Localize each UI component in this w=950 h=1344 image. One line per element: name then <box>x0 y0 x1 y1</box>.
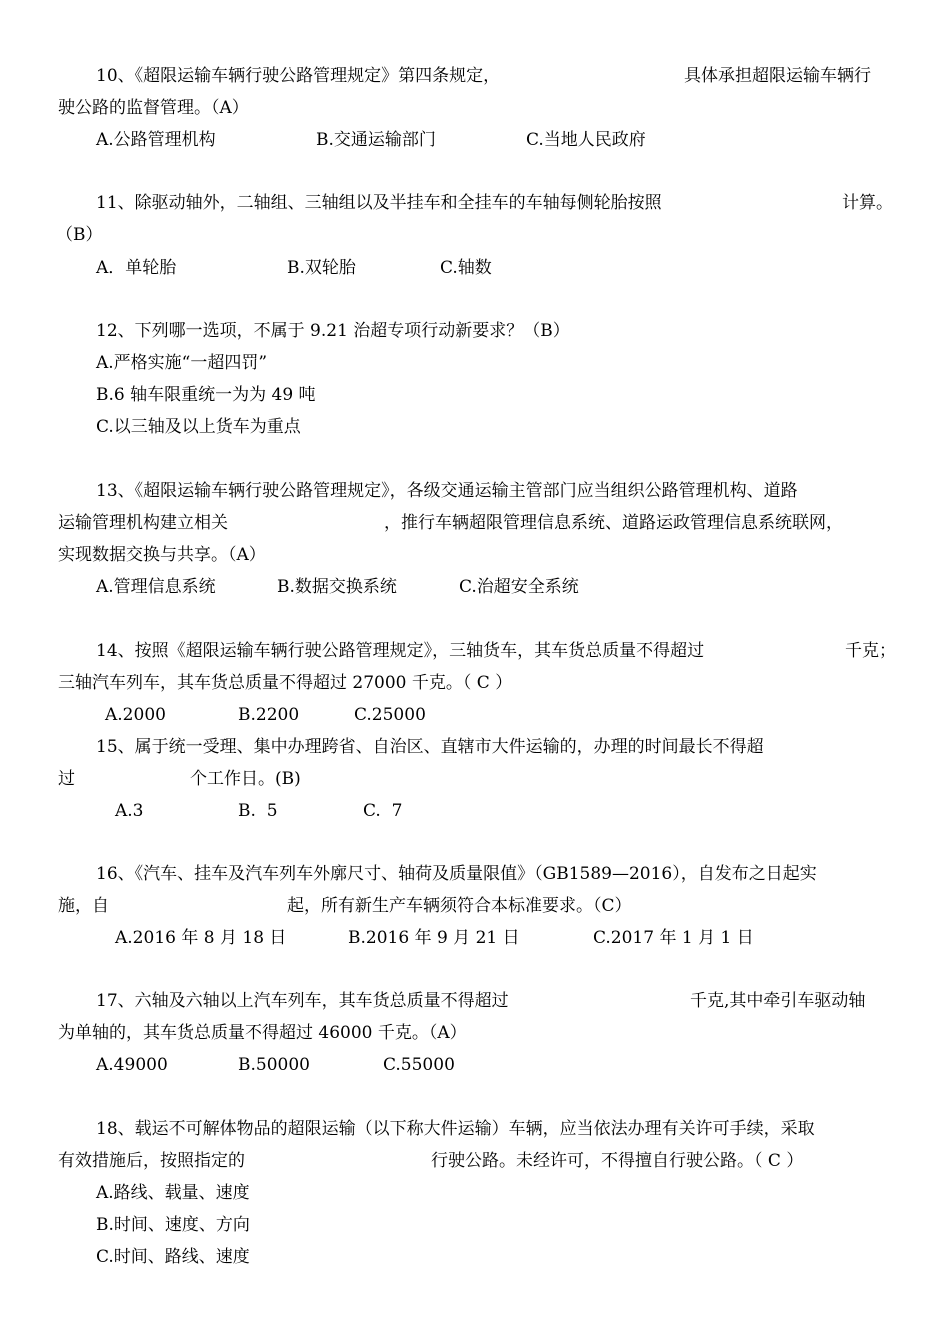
question-text: 个工作日。(B) <box>190 769 301 789</box>
option-a: A.2000 <box>105 705 166 725</box>
option-b: B.时间、速度、方向 <box>96 1215 250 1235</box>
option-b: B.交通运输部门 <box>316 130 436 150</box>
question-text: 10、《超限运输车辆行驶公路管理规定》第四条规定， <box>96 66 501 86</box>
option-c: C.55000 <box>383 1055 455 1075</box>
question-text: 千克,其中牵引车驱动轴 <box>690 991 866 1011</box>
question-text: 计算。 <box>842 193 893 213</box>
question-text: 驶公路的监督管理。（A） <box>58 98 249 118</box>
question-text: 具体承担超限运输车辆行 <box>684 66 871 86</box>
option-a: A.路线、载量、速度 <box>96 1183 250 1203</box>
option-c: C.以三轴及以上货车为重点 <box>96 417 301 437</box>
option-b: B.双轮胎 <box>287 258 356 278</box>
option-b: B.50000 <box>238 1055 310 1075</box>
question-text: 三轴汽车列车，其车货总质量不得超过 27000 千克。（ C ） <box>58 673 513 693</box>
question-text: 18、载运不可解体物品的超限运输（以下称大件运输）车辆，应当依法办理有关许可手续，采取 <box>96 1119 815 1139</box>
question-text: 15、属于统一受理、集中办理跨省、自治区、直辖市大件运输的，办理的时间最长不得超 <box>96 737 764 757</box>
option-a: A．单轮胎 <box>96 258 177 278</box>
question-text: 为单轴的，其车货总质量不得超过 46000 千克。（A） <box>58 1023 467 1043</box>
option-c: C. 7 <box>363 801 403 821</box>
option-c: C.2017 年 1 月 1 日 <box>593 928 754 948</box>
option-b: B.6 轴车限重统一为为 49 吨 <box>96 385 316 405</box>
question-text: 13、《超限运输车辆行驶公路管理规定》，各级交通运输主管部门应当组织公路管理机构、道路 <box>96 481 798 501</box>
option-a: A.严格实施“一超四罚” <box>96 353 268 373</box>
option-b: B.2016 年 9 月 21 日 <box>348 928 520 948</box>
option-b: B. 5 <box>238 801 278 821</box>
question-text: 运输管理机构建立相关 <box>58 513 228 533</box>
option-a: A.3 <box>115 801 144 821</box>
option-a: A.2016 年 8 月 18 日 <box>115 928 287 948</box>
option-c: C.25000 <box>354 705 426 725</box>
option-b: B.数据交换系统 <box>277 577 397 597</box>
question-text: 过 <box>58 769 75 789</box>
question-text: （B） <box>56 225 103 245</box>
option-b: B.2200 <box>238 705 300 725</box>
question-text: 11、除驱动轴外，二轴组、三轴组以及半挂车和全挂车的车轴每侧轮胎按照 <box>96 193 662 213</box>
question-text: 14、按照《超限运输车辆行驶公路管理规定》，三轴货车，其车货总质量不得超过 <box>96 641 705 661</box>
option-c: C.当地人民政府 <box>526 130 646 150</box>
question-text: 起，所有新生产车辆须符合本标准要求。（C） <box>287 896 632 916</box>
question-text: 千克； <box>845 641 896 661</box>
question-text: ，推行车辆超限管理信息系统、道路运政管理信息系统联网， <box>384 513 843 533</box>
question-text: 施，自 <box>58 896 109 916</box>
option-c: C.轴数 <box>440 258 492 278</box>
question-text: 行驶公路。未经许可，不得擅自行驶公路。（ C ） <box>431 1151 804 1171</box>
option-a: A.49000 <box>96 1055 168 1075</box>
option-a: A.公路管理机构 <box>96 130 216 150</box>
question-text: 实现数据交换与共享。（A） <box>58 545 266 565</box>
option-c: C.治超安全系统 <box>459 577 579 597</box>
option-c: C.时间、路线、速度 <box>96 1247 250 1267</box>
option-a: A.管理信息系统 <box>96 577 216 597</box>
question-text: 17、六轴及六轴以上汽车列车，其车货总质量不得超过 <box>96 991 509 1011</box>
question-text: 有效措施后，按照指定的 <box>58 1151 245 1171</box>
question-text: 16、《汽车、挂车及汽车列车外廓尺寸、轴荷及质量限值》（GB1589—2016），自发布之日起实 <box>96 864 817 884</box>
question-text: 12、下列哪一选项，不属于 9.21 治超专项行动新要求？（B） <box>96 321 570 341</box>
